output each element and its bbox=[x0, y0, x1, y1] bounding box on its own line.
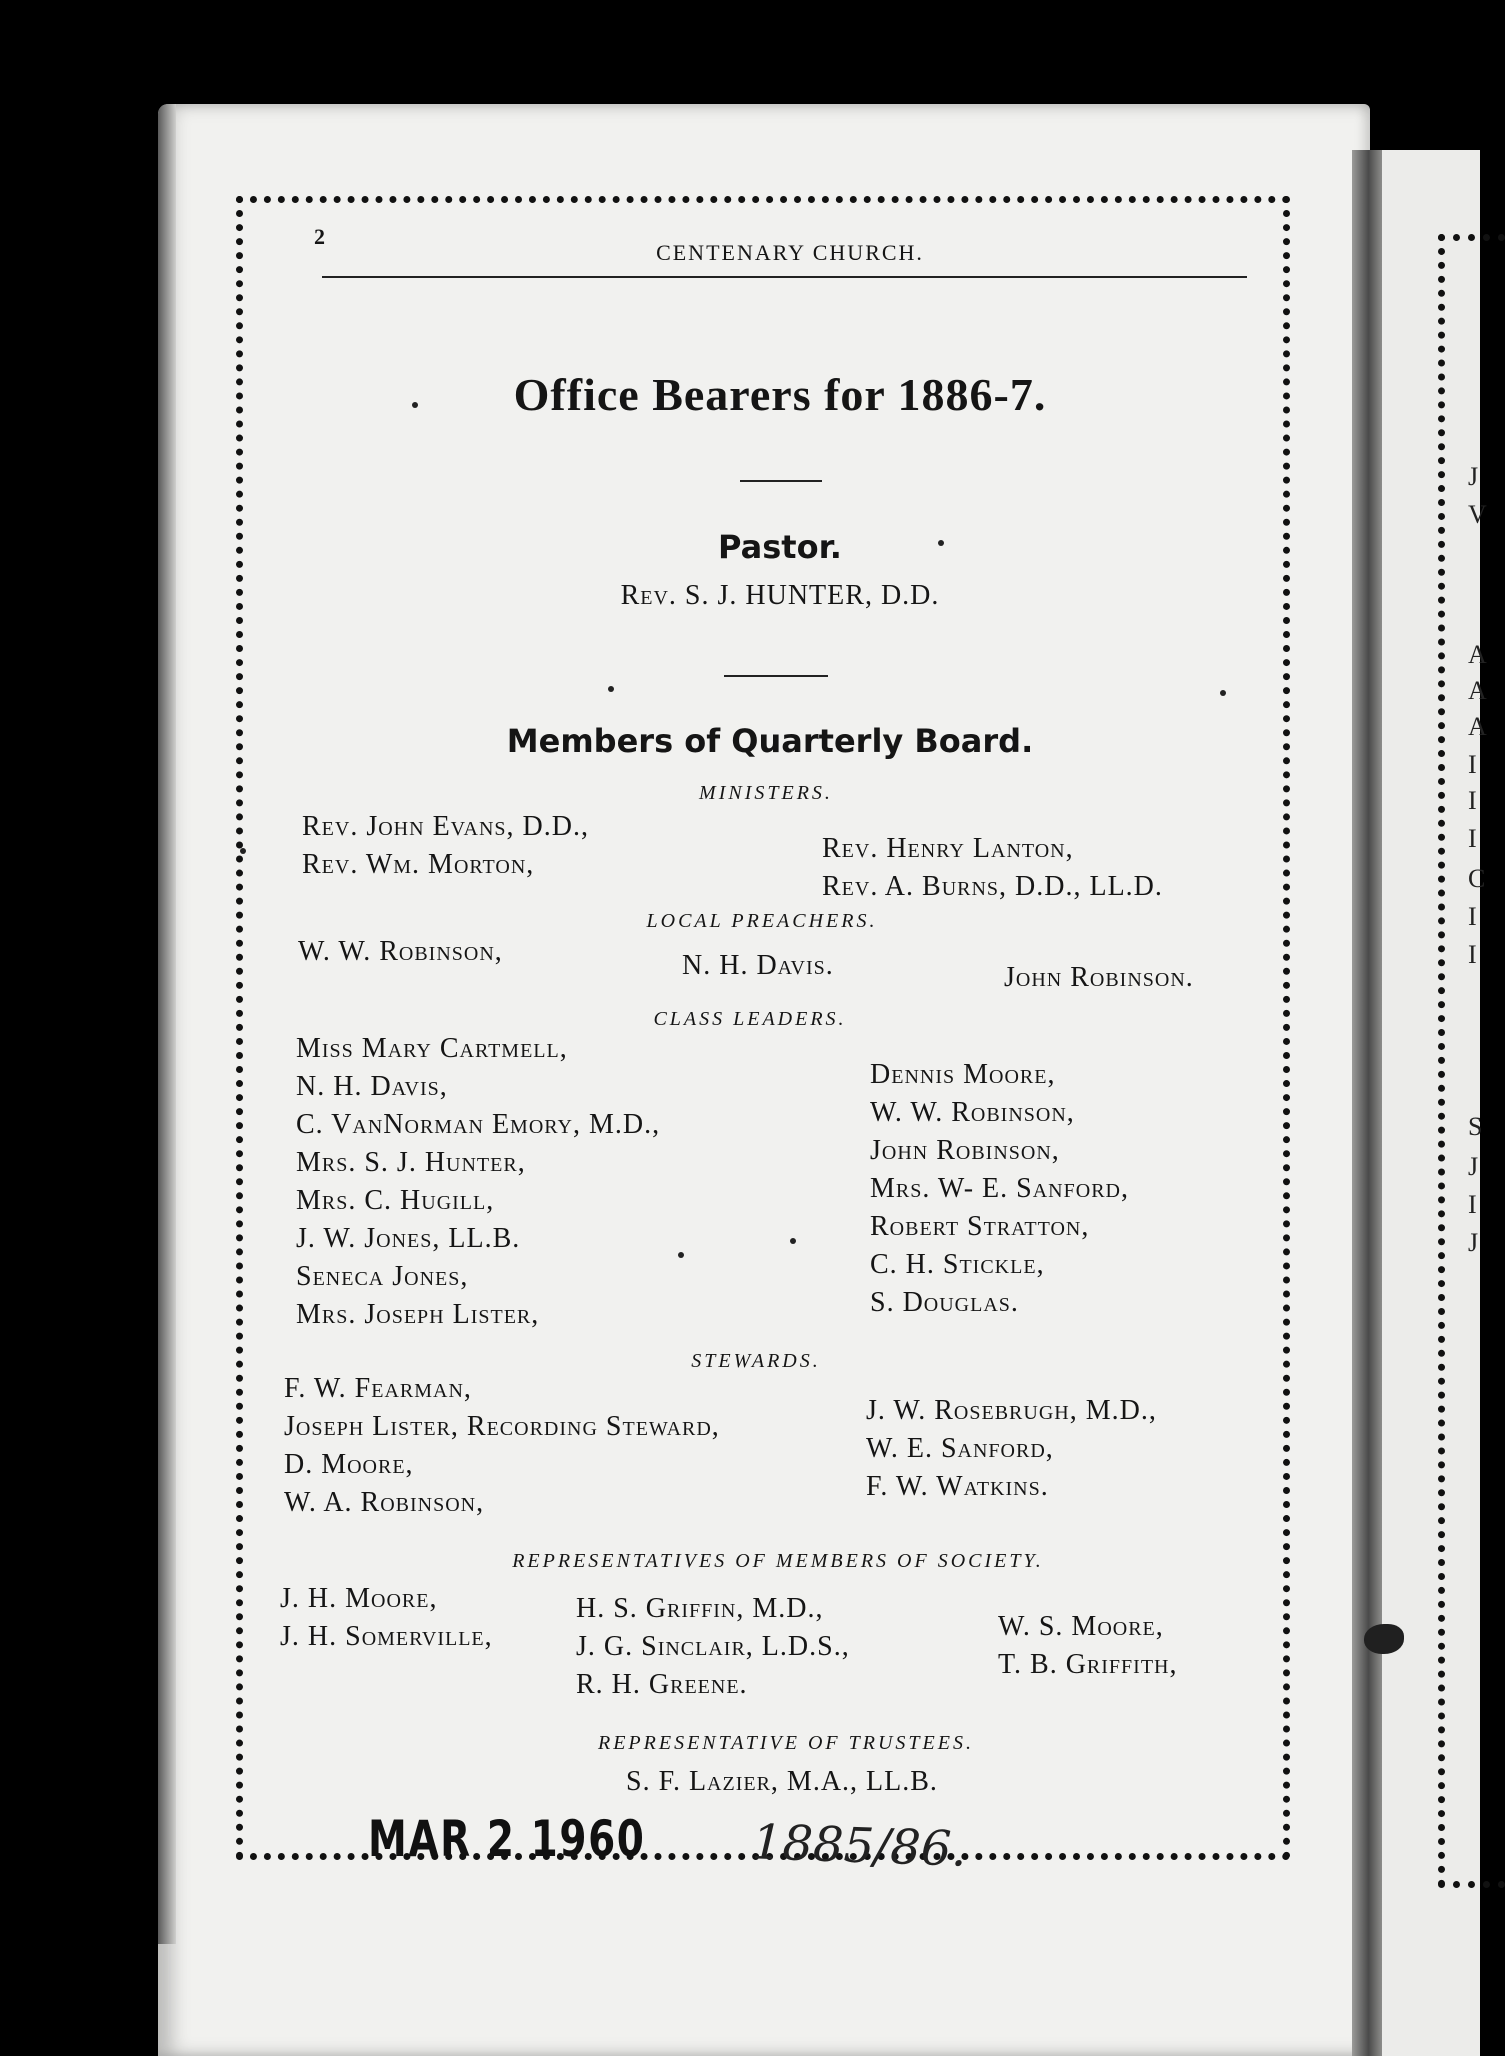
steward-name: J. W. Rosebrugh, M.D., bbox=[866, 1395, 1157, 1426]
scan-speck bbox=[608, 686, 614, 692]
facing-page-glyph: J bbox=[1468, 1152, 1479, 1181]
steward-name: D. Moore, bbox=[284, 1449, 414, 1480]
scan-speck bbox=[678, 1252, 684, 1258]
date-stamp: MAR 2 1960 bbox=[368, 1810, 646, 1868]
ministers-left-column bbox=[302, 808, 589, 884]
minister-name: Rev. John Evans, D.D., bbox=[302, 811, 589, 842]
class-leader-name: Dennis Moore, bbox=[870, 1059, 1056, 1090]
class-leader-name: Mrs. W- E. Sanford, bbox=[870, 1173, 1129, 1204]
divider-rule bbox=[724, 675, 828, 677]
society-reps-column-3 bbox=[998, 1608, 1178, 1684]
society-rep-name: J. G. Sinclair, L.D.S., bbox=[576, 1631, 850, 1662]
facing-page-glyph: C bbox=[1468, 864, 1486, 893]
steward-name: W. A. Robinson, bbox=[284, 1487, 485, 1518]
class-leader-name: Mrs. C. Hugill, bbox=[296, 1185, 495, 1216]
steward-name: F. W. Watkins. bbox=[866, 1471, 1049, 1502]
stewards-left-column bbox=[284, 1370, 720, 1522]
local-preacher-name: John Robinson. bbox=[1004, 962, 1194, 993]
facing-page-glyph: S bbox=[1468, 1112, 1483, 1141]
facing-page-glyph: J bbox=[1468, 1228, 1479, 1257]
divider-rule bbox=[740, 480, 822, 482]
society-rep-name: W. S. Moore, bbox=[998, 1611, 1164, 1642]
running-head: CENTENARY CHURCH. bbox=[656, 240, 924, 265]
ministers-label: MINISTERS. bbox=[699, 782, 833, 804]
header-rule bbox=[322, 276, 1247, 278]
minister-name: Rev. Henry Lanton, bbox=[822, 833, 1074, 864]
ministers-right-column bbox=[822, 830, 1163, 906]
society-rep-name: J. H. Somerville, bbox=[280, 1621, 493, 1652]
class-leader-name: Mrs. S. J. Hunter, bbox=[296, 1147, 526, 1178]
society-rep-name: H. S. Griffin, M.D., bbox=[576, 1593, 824, 1624]
society-reps-column-1 bbox=[280, 1580, 493, 1656]
scan-speck bbox=[1220, 690, 1226, 696]
book-gutter bbox=[1352, 150, 1382, 2056]
society-reps-column-2 bbox=[576, 1590, 850, 1704]
society-rep-name: T. B. Griffith, bbox=[998, 1649, 1178, 1680]
ink-blot bbox=[1364, 1624, 1404, 1654]
page-title: Office Bearers for 1886-7. bbox=[513, 369, 1047, 420]
facing-page-glyph: V bbox=[1468, 500, 1487, 529]
facing-page-glyph: A bbox=[1468, 640, 1487, 669]
steward-name: Joseph Lister, Recording Steward, bbox=[284, 1411, 720, 1442]
steward-name: F. W. Fearman, bbox=[284, 1373, 472, 1404]
minister-name: Rev. A. Burns, D.D., LL.D. bbox=[822, 871, 1163, 902]
class-leader-name: Seneca Jones, bbox=[296, 1261, 469, 1292]
page-edge-shadow bbox=[158, 104, 176, 1944]
facing-page-glyph: I bbox=[1468, 1190, 1477, 1219]
stewards-right-column bbox=[866, 1392, 1157, 1506]
class-leader-name: Miss Mary Cartmell, bbox=[296, 1033, 568, 1064]
steward-name: W. E. Sanford, bbox=[866, 1433, 1054, 1464]
stewards-label: STEWARDS. bbox=[691, 1350, 821, 1372]
facing-page-glyph: J bbox=[1468, 462, 1479, 491]
class-leader-name: C. H. Stickle, bbox=[870, 1249, 1045, 1280]
board-heading: Members of Quarterly Board. bbox=[506, 722, 1034, 760]
class-leaders-left-column bbox=[296, 1030, 660, 1334]
class-leader-name: C. VanNorman Emory, M.D., bbox=[296, 1109, 661, 1140]
local-preachers-label: LOCAL PREACHERS. bbox=[646, 910, 878, 932]
page-number: 2 bbox=[314, 224, 325, 249]
minister-name: Rev. Wm. Morton, bbox=[302, 849, 535, 880]
society-rep-name: R. H. Greene. bbox=[576, 1669, 748, 1700]
facing-page-glyph: A bbox=[1468, 676, 1487, 705]
pastor-name: Rev. S. J. HUNTER, D.D. bbox=[620, 580, 940, 611]
pastor-heading: Pastor. bbox=[718, 528, 842, 566]
facing-page-glyph: I bbox=[1468, 940, 1477, 969]
local-preacher-name: N. H. Davis. bbox=[682, 950, 834, 981]
class-leader-name: N. H. Davis, bbox=[296, 1071, 448, 1102]
class-leader-name: S. Douglas. bbox=[870, 1287, 1019, 1318]
class-leader-name: J. W. Jones, LL.B. bbox=[296, 1223, 521, 1254]
society-rep-name: J. H. Moore, bbox=[280, 1583, 438, 1614]
handwritten-note: 1885/86. bbox=[751, 1814, 968, 1878]
scan-speck bbox=[240, 848, 246, 854]
facing-page-glyph: A bbox=[1468, 712, 1487, 741]
trustees-rep-name: S. F. Lazier, M.A., LL.B. bbox=[626, 1766, 938, 1797]
scan-speck bbox=[412, 402, 418, 408]
class-leader-name: W. W. Robinson, bbox=[870, 1097, 1075, 1128]
class-leader-name: Mrs. Joseph Lister, bbox=[296, 1299, 540, 1330]
class-leaders-right-column bbox=[870, 1056, 1129, 1322]
class-leader-name: Robert Stratton, bbox=[870, 1211, 1090, 1242]
scan-speck bbox=[790, 1238, 796, 1244]
facing-page-glyph: I bbox=[1468, 902, 1477, 931]
facing-page-glyph: I bbox=[1468, 786, 1477, 815]
scan-speck bbox=[938, 540, 944, 546]
facing-page-glyph: I bbox=[1468, 750, 1477, 779]
society-reps-label: REPRESENTATIVES OF MEMBERS OF SOCIETY. bbox=[512, 1550, 1044, 1572]
local-preacher-name: W. W. Robinson, bbox=[298, 936, 503, 967]
trustees-rep-label: REPRESENTATIVE OF TRUSTEES. bbox=[598, 1732, 974, 1754]
class-leaders-label: CLASS LEADERS. bbox=[653, 1008, 847, 1030]
class-leader-name: John Robinson, bbox=[870, 1135, 1060, 1166]
facing-page-glyph: I bbox=[1468, 824, 1477, 853]
